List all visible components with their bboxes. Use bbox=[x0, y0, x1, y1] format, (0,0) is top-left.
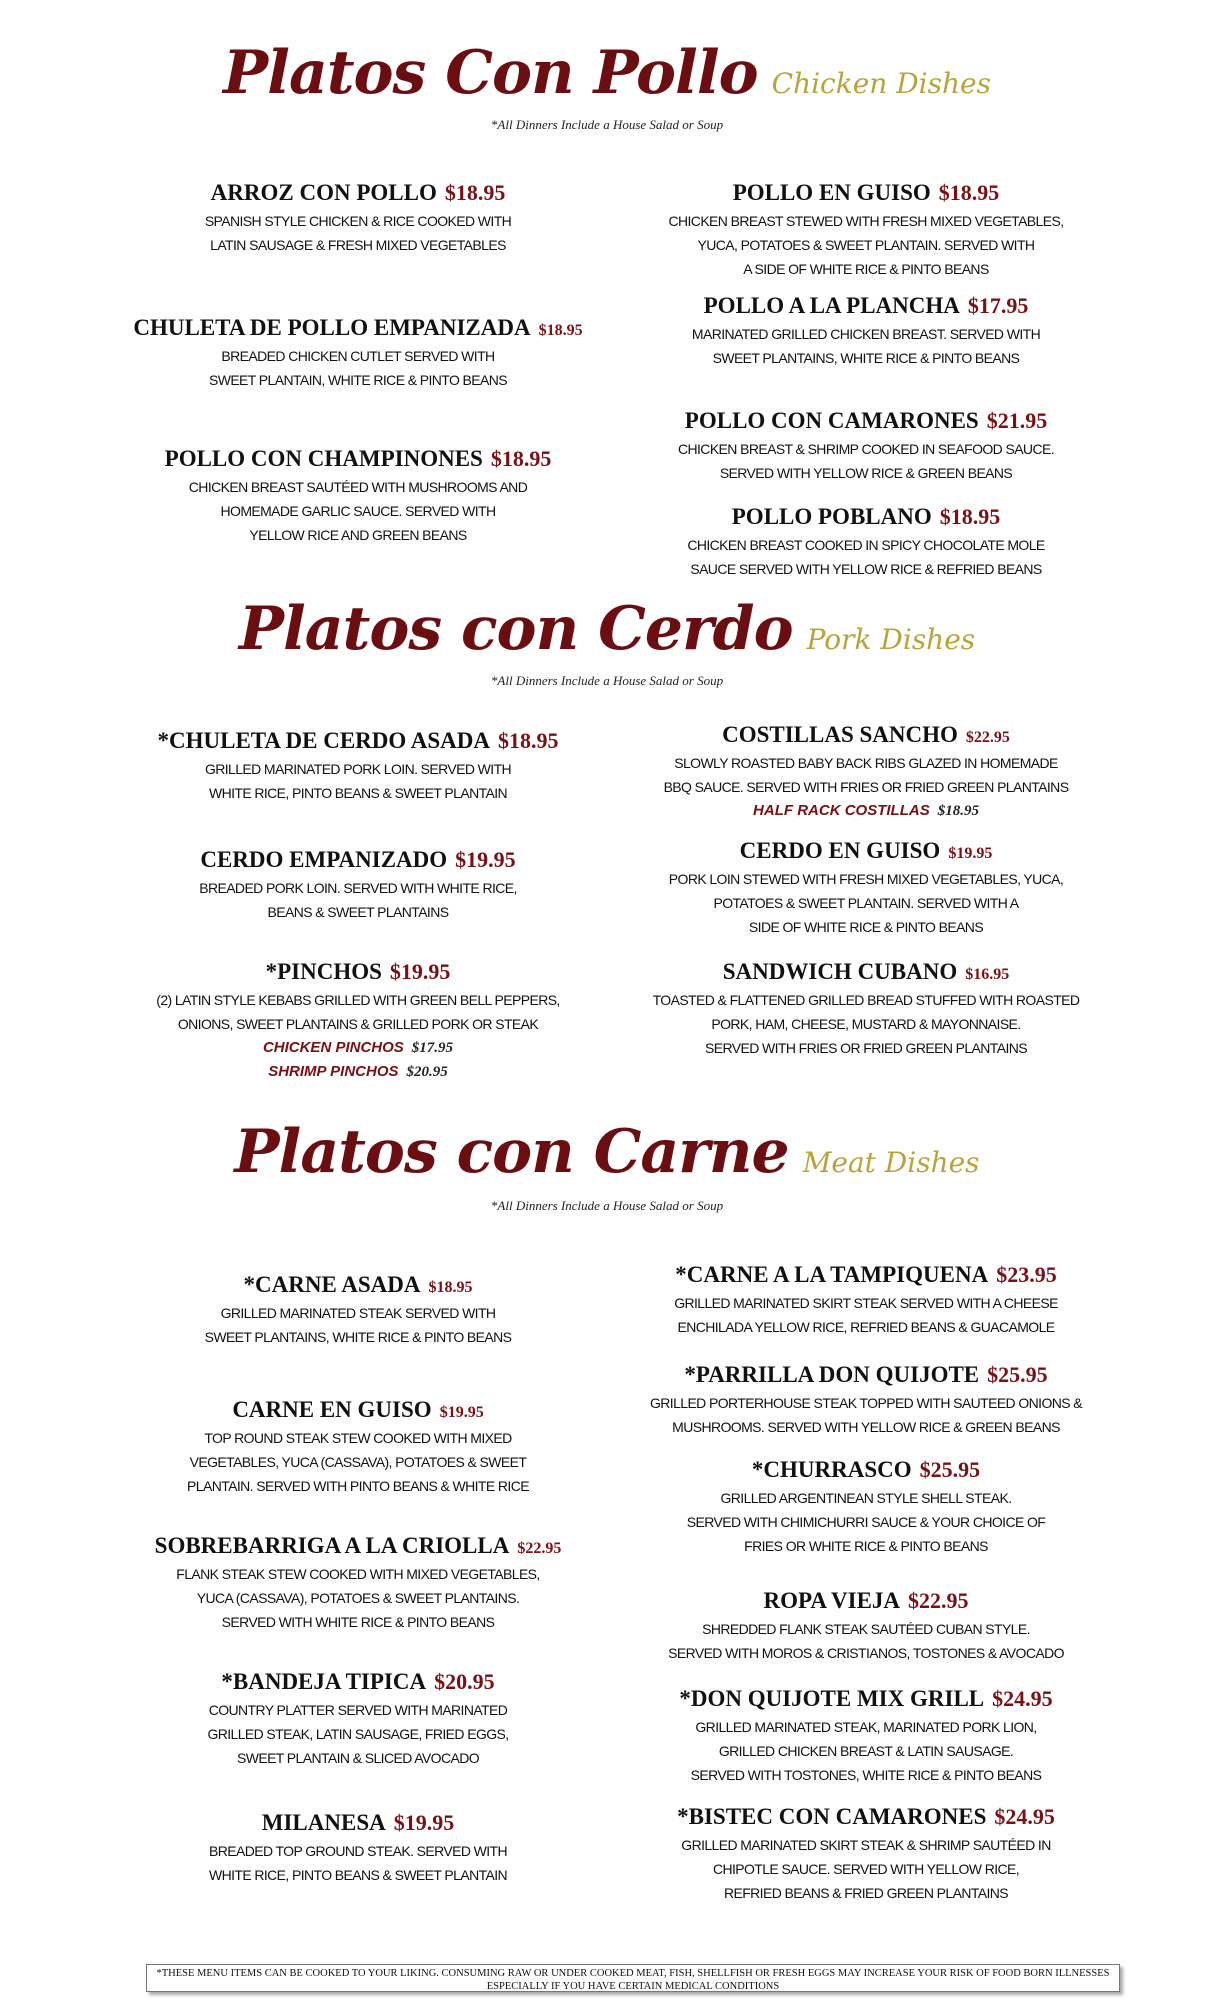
section-title: Platos Con Pollo bbox=[223, 38, 758, 108]
item-name: POLLO POBLANO bbox=[731, 504, 932, 529]
item-description-line: GRILLED PORTERHOUSE STEAK TOPPED WITH SAUTEED ONIONS & bbox=[649, 1395, 1083, 1411]
item-description-line: FRIES OR WHITE RICE & PINTO BEANS bbox=[744, 1538, 988, 1554]
item-description-line: SERVED WITH TOSTONES, WHITE RICE & PINTO BEANS bbox=[690, 1767, 1042, 1783]
item-name: POLLO A LA PLANCHA bbox=[703, 293, 960, 318]
item-description-line: BBQ SAUCE. SERVED WITH FRIES OR FRIED GREEN PLANTAINS bbox=[663, 779, 1069, 795]
item-description-line: (2) LATIN STYLE KEBABS GRILLED WITH GREEN BELL PEPPERS, bbox=[156, 992, 560, 1008]
item-price: $21.95 bbox=[986, 408, 1048, 433]
item-price: $25.95 bbox=[919, 1457, 981, 1482]
item-description-line: ONIONS, SWEET PLANTAINS & GRILLED PORK OR STEAK bbox=[177, 1016, 539, 1032]
item-header bbox=[586, 1362, 1146, 1391]
item-description-line: WHITE RICE, PINTO BEANS & SWEET PLANTAIN bbox=[208, 785, 508, 801]
item-price: $22.95 bbox=[965, 729, 1010, 746]
menu-item bbox=[586, 1457, 1146, 1558]
item-price: $17.95 bbox=[967, 293, 1029, 318]
item-description-line: PORK LOIN STEWED WITH FRESH MIXED VEGETABLES, YUCA, bbox=[668, 871, 1064, 887]
item-header bbox=[586, 180, 1146, 209]
menu-item bbox=[586, 1686, 1146, 1787]
item-name: POLLO CON CHAMPINONES bbox=[164, 446, 483, 471]
item-price: $19.95 bbox=[389, 959, 451, 984]
item-description-line: YELLOW RICE AND GREEN BEANS bbox=[249, 527, 467, 543]
item-name: CERDO EMPANIZADO bbox=[200, 847, 448, 872]
item-header bbox=[78, 847, 638, 876]
variant-price: $17.95 bbox=[411, 1040, 454, 1056]
item-description-line: CHICKEN BREAST SAUTÉED WITH MUSHROOMS AND bbox=[188, 479, 528, 495]
item-description-line: GRILLED MARINATED SKIRT STEAK SERVED WITH A CHEESE bbox=[674, 1295, 1058, 1311]
menu-item bbox=[78, 446, 638, 547]
section-title: Platos con Cerdo bbox=[238, 594, 793, 664]
item-description-line: SWEET PLANTAIN & SLICED AVOCADO bbox=[236, 1750, 480, 1766]
item-name: *CHURRASCO bbox=[751, 1457, 912, 1482]
item-description-line: CHICKEN BREAST COOKED IN SPICY CHOCOLATE MOLE bbox=[687, 537, 1045, 553]
item-header bbox=[586, 722, 1146, 751]
item-description-line: SLOWLY ROASTED BABY BACK RIBS GLAZED IN HOMEMADE bbox=[674, 755, 1058, 771]
item-name: ARROZ CON POLLO bbox=[210, 180, 437, 205]
menu-item bbox=[78, 847, 638, 924]
item-name: SOBREBARRIGA A LA CRIOLLA bbox=[154, 1533, 510, 1558]
item-name: *CARNE ASADA bbox=[243, 1272, 421, 1297]
item-description-line: ENCHILADA YELLOW RICE, REFRIED BEANS & GUACAMOLE bbox=[677, 1319, 1055, 1335]
section-header-cerdo bbox=[0, 594, 1214, 664]
item-header bbox=[586, 959, 1146, 988]
item-description-line: MUSHROOMS. SERVED WITH YELLOW RICE & GREEN BEANS bbox=[672, 1419, 1060, 1435]
item-description-line: PORK, HAM, CHEESE, MUSTARD & MAYONNAISE. bbox=[711, 1016, 1021, 1032]
item-description-line: HOMEMADE GARLIC SAUCE. SERVED WITH bbox=[220, 503, 496, 519]
item-name: COSTILLAS SANCHO bbox=[722, 722, 958, 747]
item-header bbox=[78, 446, 638, 475]
item-header bbox=[78, 1669, 638, 1698]
item-price: $19.95 bbox=[393, 1810, 455, 1835]
variant-price: $18.95 bbox=[937, 803, 979, 819]
item-header bbox=[78, 959, 638, 988]
menu-item bbox=[78, 1397, 638, 1498]
item-name: *DON QUIJOTE MIX GRILL bbox=[679, 1686, 985, 1711]
item-description-line: SWEET PLANTAIN, WHITE RICE & PINTO BEANS bbox=[208, 372, 508, 388]
item-price: $18.95 bbox=[938, 180, 1000, 205]
item-description-line: FLANK STEAK STEW COOKED WITH MIXED VEGETABLES, bbox=[176, 1566, 540, 1582]
menu-item bbox=[586, 293, 1146, 370]
menu-item bbox=[586, 1588, 1146, 1665]
item-price: $22.95 bbox=[908, 1588, 969, 1613]
item-price: $18.95 bbox=[538, 322, 583, 339]
item-name: *PINCHOS bbox=[265, 959, 382, 984]
item-name: ROPA VIEJA bbox=[763, 1588, 901, 1613]
item-price: $18.95 bbox=[498, 728, 559, 753]
item-header bbox=[586, 293, 1146, 322]
item-name: MILANESA bbox=[261, 1810, 386, 1835]
variant-price: $20.95 bbox=[406, 1064, 448, 1080]
item-header bbox=[78, 1810, 638, 1839]
item-description-line: YUCA (CASSAVA), POTATOES & SWEET PLANTAINS. bbox=[196, 1590, 520, 1606]
item-variant bbox=[586, 799, 1146, 823]
item-description-line: BREADED TOP GROUND STEAK. SERVED WITH bbox=[208, 1843, 508, 1859]
item-description-line: GRILLED MARINATED PORK LOIN. SERVED WITH bbox=[204, 761, 512, 777]
item-header bbox=[586, 1262, 1146, 1291]
item-variant bbox=[78, 1036, 638, 1060]
item-description-line: GRILLED MARINATED SKIRT STEAK & SHRIMP SAUTÉED IN bbox=[681, 1837, 1051, 1853]
section-title: Platos con Carne bbox=[234, 1117, 789, 1187]
item-description-line: SERVED WITH MOROS & CRISTIANOS, TOSTONES & AVOCADO bbox=[668, 1645, 1064, 1661]
variant-name: SHRIMP PINCHOS bbox=[268, 1063, 399, 1080]
item-description-line: SERVED WITH YELLOW RICE & GREEN BEANS bbox=[719, 465, 1013, 481]
item-description-line: SERVED WITH FRIES OR FRIED GREEN PLANTAINS bbox=[705, 1040, 1027, 1056]
item-name: CHULETA DE POLLO EMPANIZADA bbox=[133, 315, 531, 340]
item-description-line: GRILLED ARGENTINEAN STYLE SHELL STEAK. bbox=[720, 1490, 1012, 1506]
menu-item bbox=[586, 959, 1146, 1060]
item-price: $18.95 bbox=[428, 1279, 473, 1296]
item-description-line: REFRIED BEANS & FRIED GREEN PLANTAINS bbox=[723, 1885, 1009, 1901]
item-description-line: VEGETABLES, YUCA (CASSAVA), POTATOES & SWEET bbox=[189, 1454, 527, 1470]
item-description-line: SWEET PLANTAINS, WHITE RICE & PINTO BEANS bbox=[712, 350, 1020, 366]
item-header bbox=[78, 180, 638, 209]
item-header bbox=[586, 1686, 1146, 1715]
item-name: *BISTEC CON CAMARONES bbox=[677, 1804, 987, 1829]
item-header bbox=[586, 408, 1146, 437]
item-price: $24.95 bbox=[992, 1686, 1053, 1711]
item-name: SANDWICH CUBANO bbox=[722, 959, 958, 984]
item-description-line: SERVED WITH CHIMICHURRI SAUCE & YOUR CHOICE OF bbox=[686, 1514, 1046, 1530]
menu-item bbox=[78, 959, 638, 1084]
item-description-line: BREADED CHICKEN CUTLET SERVED WITH bbox=[221, 348, 495, 364]
item-description-line: BEANS & SWEET PLANTAINS bbox=[267, 904, 449, 920]
item-price: $19.95 bbox=[439, 1404, 484, 1421]
item-description-line: SAUCE SERVED WITH YELLOW RICE & REFRIED BEANS bbox=[690, 561, 1042, 577]
item-description-line: GRILLED STEAK, LATIN SAUSAGE, FRIED EGGS, bbox=[207, 1726, 509, 1742]
menu-item bbox=[586, 1262, 1146, 1339]
item-description-line: SIDE OF WHITE RICE & PINTO BEANS bbox=[748, 919, 984, 935]
item-price: $19.95 bbox=[455, 847, 516, 872]
item-description-line: MARINATED GRILLED CHICKEN BREAST. SERVED WITH bbox=[691, 326, 1041, 342]
menu-item bbox=[78, 728, 638, 805]
item-name: *CHULETA DE CERDO ASADA bbox=[157, 728, 490, 753]
variant-name: CHICKEN PINCHOS bbox=[262, 1039, 404, 1056]
item-name: CARNE EN GUISO bbox=[232, 1397, 432, 1422]
item-description-line: PLANTAIN. SERVED WITH PINTO BEANS & WHITE RICE bbox=[187, 1478, 529, 1494]
menu-item bbox=[78, 1669, 638, 1770]
item-description-line: YUCA, POTATOES & SWEET PLANTAIN. SERVED WITH bbox=[697, 237, 1035, 253]
item-description-line: SWEET PLANTAINS, WHITE RICE & PINTO BEANS bbox=[204, 1329, 512, 1345]
item-description-line: BREADED PORK LOIN. SERVED WITH WHITE RICE, bbox=[199, 880, 517, 896]
menu-item bbox=[78, 1272, 638, 1349]
item-description-line: GRILLED MARINATED STEAK SERVED WITH bbox=[220, 1305, 496, 1321]
item-name: *BANDEJA TIPICA bbox=[221, 1669, 427, 1694]
item-description-line: TOASTED & FLATTENED GRILLED BREAD STUFFED WITH ROASTED bbox=[652, 992, 1080, 1008]
item-header bbox=[586, 1457, 1146, 1486]
disclaimer: *THESE MENU ITEMS CAN BE COOKED TO YOUR LIKING. CONSUMING RAW OR UNDER COOKED MEAT, FISH, SHELLFISH OR FRESH EGGS MAY INCREASE YOUR RISK OF FOOD BORN ILLNESSES ESPECIALLY IF YOU HAVE CERTAIN MEDICAL CONDITIONS bbox=[146, 1964, 1120, 1992]
item-header bbox=[586, 504, 1146, 533]
item-description-line: A SIDE OF WHITE RICE & PINTO BEANS bbox=[743, 261, 989, 277]
item-price: $18.95 bbox=[939, 504, 1001, 529]
section-note: *All Dinners Include a House Salad or Soup bbox=[490, 1198, 724, 1213]
menu-item bbox=[586, 180, 1146, 281]
item-header bbox=[78, 728, 638, 757]
item-price: $19.95 bbox=[948, 845, 993, 862]
item-description-line: SERVED WITH WHITE RICE & PINTO BEANS bbox=[221, 1614, 495, 1630]
item-price: $18.95 bbox=[444, 180, 506, 205]
item-header bbox=[78, 1397, 638, 1426]
item-header bbox=[78, 315, 638, 344]
item-description-line: SHREDDED FLANK STEAK SAUTÉED CUBAN STYLE. bbox=[702, 1621, 1030, 1637]
item-header bbox=[586, 1804, 1146, 1833]
menu-item bbox=[586, 504, 1146, 581]
section-subtitle: Meat Dishes bbox=[802, 1146, 980, 1179]
item-description-line: COUNTRY PLATTER SERVED WITH MARINATED bbox=[208, 1702, 508, 1718]
item-price: $24.95 bbox=[994, 1804, 1055, 1829]
menu-item bbox=[586, 1804, 1146, 1905]
menu-item bbox=[78, 1810, 638, 1887]
item-description-line: LATIN SAUSAGE & FRESH MIXED VEGETABLES bbox=[210, 237, 506, 253]
item-price: $25.95 bbox=[987, 1362, 1048, 1387]
menu-item bbox=[78, 180, 638, 257]
section-header-carne bbox=[0, 1117, 1214, 1187]
menu-item bbox=[78, 1533, 638, 1634]
item-description-line: CHICKEN BREAST & SHRIMP COOKED IN SEAFOOD SAUCE. bbox=[678, 441, 1054, 457]
item-header bbox=[586, 1588, 1146, 1617]
item-description-line: WHITE RICE, PINTO BEANS & SWEET PLANTAIN bbox=[208, 1867, 508, 1883]
menu-item bbox=[586, 838, 1146, 939]
item-description-line: GRILLED CHICKEN BREAST & LATIN SAUSAGE. bbox=[718, 1743, 1014, 1759]
variant-name: HALF RACK COSTILLAS bbox=[753, 802, 930, 819]
menu-item bbox=[586, 722, 1146, 823]
item-description-line: TOP ROUND STEAK STEW COOKED WITH MIXED bbox=[204, 1430, 512, 1446]
item-description-line: GRILLED MARINATED STEAK, MARINATED PORK LION, bbox=[695, 1719, 1037, 1735]
item-name: *CARNE A LA TAMPIQUENA bbox=[675, 1262, 989, 1287]
item-price: $16.95 bbox=[965, 966, 1010, 983]
item-header bbox=[586, 838, 1146, 867]
item-price: $18.95 bbox=[490, 446, 552, 471]
item-header bbox=[78, 1272, 638, 1301]
item-description-line: CHICKEN BREAST STEWED WITH FRESH MIXED VEGETABLES, bbox=[668, 213, 1064, 229]
item-price: $20.95 bbox=[434, 1669, 495, 1694]
section-note: *All Dinners Include a House Salad or Soup bbox=[490, 117, 724, 132]
menu-item bbox=[586, 1362, 1146, 1439]
item-price: $23.95 bbox=[996, 1262, 1057, 1287]
item-description-line: CHIPOTLE SAUCE. SERVED WITH YELLOW RICE, bbox=[712, 1861, 1020, 1877]
section-subtitle: Chicken Dishes bbox=[771, 67, 991, 100]
item-price: $22.95 bbox=[517, 1540, 562, 1557]
section-note: *All Dinners Include a House Salad or Soup bbox=[490, 673, 724, 688]
item-description-line: POTATOES & SWEET PLANTAIN. SERVED WITH A bbox=[713, 895, 1019, 911]
item-variant bbox=[78, 1060, 638, 1084]
item-name: POLLO CON CAMARONES bbox=[684, 408, 979, 433]
item-name: CERDO EN GUISO bbox=[739, 838, 941, 863]
item-description-line: SPANISH STYLE CHICKEN & RICE COOKED WITH bbox=[204, 213, 512, 229]
menu-item bbox=[78, 315, 638, 392]
item-header bbox=[78, 1533, 638, 1562]
item-name: *PARRILLA DON QUIJOTE bbox=[684, 1362, 980, 1387]
menu-item bbox=[586, 408, 1146, 485]
item-name: POLLO EN GUISO bbox=[732, 180, 931, 205]
section-header-pollo bbox=[0, 38, 1214, 108]
section-subtitle: Pork Dishes bbox=[806, 623, 976, 656]
